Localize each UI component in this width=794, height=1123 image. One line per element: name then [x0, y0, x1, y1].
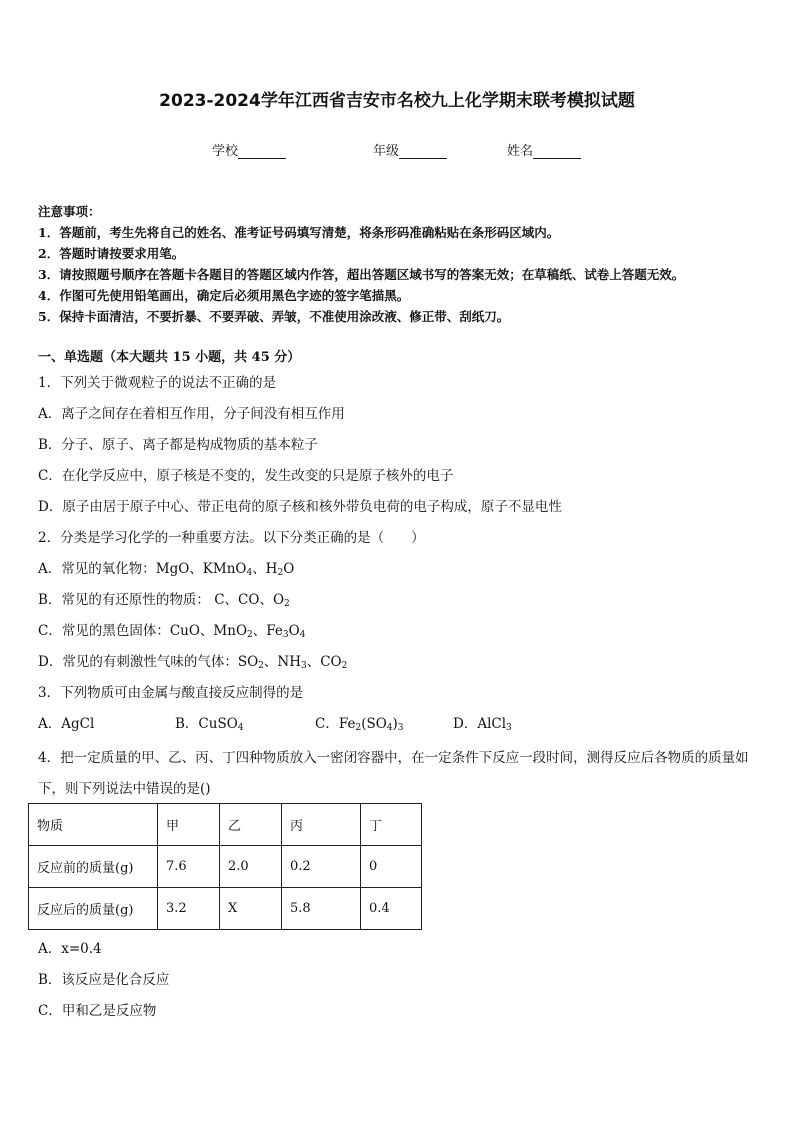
- table-header-cell: 物质: [29, 804, 158, 846]
- option-prefix: C．常见的黑色固体：: [38, 623, 170, 639]
- formula-part: 、NH: [263, 654, 301, 670]
- formula-part: CuO、MnO: [169, 623, 248, 639]
- formula-part: SO: [237, 654, 259, 670]
- section-heading: 一、单选题（本大题共 15 小题，共 45 分）: [38, 350, 301, 365]
- subscript: 3: [397, 723, 404, 733]
- grade-field: [373, 140, 447, 159]
- page-title: 2023-2024学年江西省吉安市名校九上化学期末联考模拟试题: [159, 91, 635, 111]
- subscript: 2: [258, 661, 264, 671]
- option-prefix: A．常见的氧化物：: [38, 561, 156, 577]
- subscript: 4: [386, 723, 393, 733]
- table-cell: 0.4: [361, 888, 422, 930]
- q3-option-c: [315, 712, 453, 743]
- subscript: 4: [246, 568, 253, 578]
- table-cell: 反应后的质量(g): [29, 888, 158, 930]
- table-header-cell: 乙: [220, 804, 282, 846]
- table-cell: 7.6: [158, 846, 220, 888]
- table-header-cell: 丙: [282, 804, 361, 846]
- formula-part: C、CO、O: [209, 592, 285, 608]
- subscript: 2: [355, 723, 362, 733]
- note-item: 5．保持卡面清洁，不要折暴、不要弄破、弄皱，不准使用涂改液、修正带、刮纸刀。: [38, 309, 510, 324]
- grade-label: 年级: [373, 144, 400, 159]
- q3-options: [38, 712, 768, 743]
- table-cell: 5.8: [282, 888, 361, 930]
- formula-part: C．Fe: [315, 716, 356, 732]
- subscript: 3: [506, 723, 512, 733]
- note-item: 4．作图可先使用铅笔画出，确定后必须用黑色字迹的签字笔描黑。: [38, 288, 410, 303]
- mass-table: [28, 803, 422, 930]
- q1-option-c: C．在化学反应中，原子核是不变的，发生改变的只是原子核外的电子: [38, 468, 454, 484]
- subscript: 2: [341, 661, 348, 671]
- q2-option-d: [38, 650, 768, 681]
- formula-part: 、Fe: [252, 623, 283, 639]
- subscript: 4: [299, 630, 306, 640]
- name-field: [507, 140, 581, 159]
- grade-blank: [399, 144, 447, 159]
- name-label: 姓名: [507, 144, 534, 159]
- subscript: 2: [277, 568, 284, 578]
- q4-option-a: A．x=0.4: [38, 941, 102, 957]
- q2-option-c: [38, 619, 768, 650]
- formula-part: 、CO: [306, 654, 342, 670]
- formula-part: D．AlCl: [453, 716, 507, 732]
- formula-part: O: [288, 623, 300, 639]
- subscript: 3: [300, 661, 307, 671]
- table-cell: 0.2: [282, 846, 361, 888]
- notes-list: [38, 222, 768, 327]
- subscript: 3: [282, 630, 289, 640]
- q3-option-b: [175, 712, 315, 743]
- q1-option-b: B．分子、原子、离子都是构成物质的基本粒子: [38, 437, 318, 453]
- q2-stem: 2．分类是学习化学的一种重要方法。以下分类正确的是（ ）: [38, 530, 425, 546]
- table-cell: 反应前的质量(g): [29, 846, 158, 888]
- q4-option-c: C．甲和乙是反应物: [38, 1003, 157, 1019]
- q4-stem: 4．把一定质量的甲、乙、丙、丁四种物质放入一密闭容器中，在一定条件下反应一段时间，测得反应后各物质的质量如下，则下列说法中错误的是(): [38, 750, 749, 797]
- q2-option-b: [38, 588, 768, 619]
- option-prefix: B．常见的有还原性的物质：: [38, 592, 210, 608]
- subscript: 2: [247, 630, 253, 640]
- formula-part: ): [392, 716, 398, 732]
- q3-option-a: A．AgCl: [38, 716, 95, 732]
- formula-part: 、H: [252, 561, 278, 577]
- table-row: [29, 804, 422, 846]
- q1-stem: 1．下列关于微观粒子的说法不正确的是: [38, 375, 277, 391]
- table-row: [29, 888, 422, 930]
- school-blank: [238, 144, 286, 159]
- formula-part: O: [283, 561, 295, 577]
- questions: [38, 371, 768, 805]
- note-item: 2．答题时请按要求用笔。: [38, 246, 185, 261]
- q3-option-d: [453, 712, 512, 743]
- name-blank: [533, 144, 581, 159]
- q2-option-a: [38, 557, 768, 588]
- subscript: 4: [237, 723, 244, 733]
- school-label: 学校: [212, 144, 239, 159]
- formula-part: B．CuSO: [175, 716, 238, 732]
- q3-stem: 3．下列物质可由金属与酸直接反应制得的是: [38, 685, 304, 701]
- formula-part: (SO: [361, 716, 387, 732]
- note-item: 3．请按照题号顺序在答题卡各题目的答题区域内作答，超出答题区域书写的答案无效；在草稿纸、试卷上答题无效。: [38, 267, 685, 282]
- note-item: 1．答题前，考生先将自己的姓名、准考证号码填写清楚，将条形码准确粘贴在条形码区域内。: [38, 225, 560, 240]
- table-row: [29, 846, 422, 888]
- q1-option-d: D．原子由居于原子中心、带正电荷的原子核和核外带负电荷的电子构成，原子不显电性: [38, 499, 562, 515]
- table-cell: X: [220, 888, 282, 930]
- q4-options: [38, 937, 768, 1030]
- option-prefix: D．常见的有刺激性气味的气体：: [38, 654, 238, 670]
- subscript: 2: [284, 599, 290, 609]
- table-header-cell: 甲: [158, 804, 220, 846]
- formula-part: MgO、KMnO: [155, 561, 247, 577]
- table-header-cell: 丁: [361, 804, 422, 846]
- school-field: [212, 140, 286, 159]
- table-cell: 2.0: [220, 846, 282, 888]
- q1-option-a: A．离子之间存在着相互作用，分子间没有相互作用: [38, 406, 345, 422]
- table-cell: 3.2: [158, 888, 220, 930]
- table-cell: 0: [361, 846, 422, 888]
- student-info-row: [0, 140, 794, 160]
- notes-heading: 注意事项：: [38, 204, 101, 219]
- q4-option-b: B．该反应是化合反应: [38, 972, 170, 988]
